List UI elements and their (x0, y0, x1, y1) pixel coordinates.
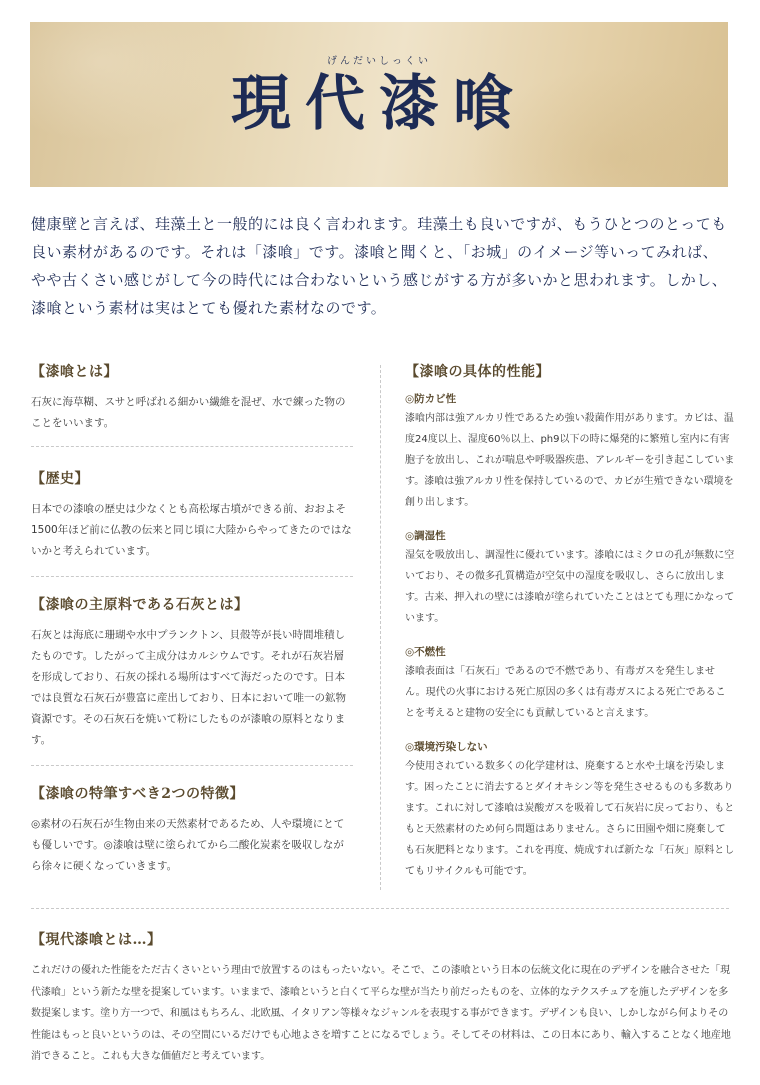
section-body: これだけの優れた性能をただ古くさいという理由で放置するのはもったいない。そこで、この漆喰という日本の伝統文化に現在のデザインを融合させた「現代漆喰」という新たな壁を提案しています。いままで、漆喰というと白くて平らな壁が当たり前だったものを、立体的なテクスチュアを施したデザインを多数提案します。塗り方一つで、和風はもちろん、北欧風、イタリアン等様々なジャンルを表現する事ができます。デザインも良い、しかしながら何よりその性能はもっと良いというのは、その空間にいるだけでも心地よさを増すことになるでしょう。そしてその材料は、この日本にあり、輸入することなく地産地消できること。これも大きな価値だと考えています。 (31, 965, 731, 1062)
section-title: 【漆喰の主原料である石灰とは】 (31, 597, 249, 613)
section-body: 石灰とは海底に珊瑚や水中プランクトン、貝殻等が長い時間堆積したものです。したがって主成分はカルシウムです。それが石灰岩層を形成しており、石灰の採れる場所はすべて海だったのです。日本では良質な石灰石が豊富に産出しており、日本において唯一の鉱物資源です。その石灰石を焼いて粉にしたものが漆喰の原料となります。 (31, 629, 346, 746)
performance-eco (405, 738, 735, 882)
performance-title: ◎不燃性 (405, 646, 446, 658)
hero-banner (30, 22, 728, 187)
section-body: 日本での漆喰の歴史は少なくとも高松塚古墳ができる前、おおよそ1500年ほど前に仏教の伝来と同じ頃に大陸からやってきたのではないかと考えられています。 (31, 503, 352, 557)
section-title: 【漆喰の具体的性能】 (405, 364, 550, 380)
performance-fireproof (405, 643, 735, 724)
performance-body: 湿気を吸放出し、調湿性に優れています。漆喰にはミクロの孔が無数に空いており、その微多孔質構造が空気中の湿度を吸収し、さらに放出します。古来、押入れの壁には漆喰が塗られていたことはとても理にかなっています。 (405, 550, 735, 624)
section-divider (31, 576, 353, 577)
page-title: 現代漆喰 (231, 69, 527, 139)
performance-body: 漆喰内部は強アルカリ性であるため強い殺菌作用があります。カビは、温度24度以上、湿度60％以上、ph9以下の時に爆発的に繁殖し室内に有害胞子を放出し、これが喘息や呼吸器疾患、アレルギーを引き起こしています。漆喰は強アルカリ性を保持しているので、カビが生殖できない環境を創り出します。 (405, 413, 735, 508)
section-title: 【漆喰の特筆すべき2つの特徴】 (31, 786, 244, 802)
section-divider (31, 765, 353, 766)
section-lime (31, 595, 353, 751)
section-body: 石灰に海草糊、スサと呼ばれる細かい繊維を混ぜ、水で練った物のことをいいます。 (31, 396, 346, 429)
section-body: ◎素材の石灰石が生物由来の天然素材であるため、人や環境にとても優しいです。◎漆喰は壁に塗られてから二酸化炭素を吸収しながら徐々に硬くなっていきます。 (31, 818, 345, 872)
section-title: 【現代漆喰とは…】 (31, 932, 162, 948)
intro-paragraph: 健康壁と言えば、珪藻土と一般的には良く言われます。珪藻土も良いですが、もうひとつのとっても良い素材があるのです。それは「漆喰」です。漆喰と聞くと、「お城」のイメージ等いってみれば、やや古くさい感じがして今の時代には合わないという感じがする方が多いかと思われます。しかし、漆喰という素材は実はとても優れた素材なのです。 (31, 215, 728, 317)
title-ruby: げんだいしっくい (327, 56, 431, 67)
left-column (31, 362, 353, 877)
section-title: 【歴史】 (31, 471, 89, 487)
section-divider (31, 446, 353, 447)
performance-body: 今使用されている数多くの化学建材は、廃棄すると水や土壌を汚染します。困ったことに消去するとダイオキシン等を発生させるものも多数あります。これに対して漆喰は炭酸ガスを吸着して石灰岩に戻っており、もともと天然素材のため何ら問題はありません。さらに田園や畑に廃棄しても石灰肥料となります。これを再度、焼成すれば新たな「石灰」原料としてもリサイクルも可能です。 (405, 761, 735, 877)
section-two-features (31, 784, 353, 877)
bottom-divider (31, 908, 729, 909)
section-modern-shikkui (31, 930, 731, 1068)
column-divider (380, 365, 381, 890)
performance-humidity (405, 527, 735, 629)
section-history (31, 469, 353, 562)
performance-title: ◎環境汚染しない (405, 741, 488, 753)
performance-body: 漆喰表面は「石灰石」であるので不燃であり、有毒ガスを発生しません。現代の火事における死亡原因の多くは有毒ガスによる死亡であることを考えると建物の安全にも貢献していると言えます。 (405, 666, 726, 719)
performance-title: ◎調湿性 (405, 530, 446, 542)
performance-title: ◎防カビ性 (405, 393, 457, 405)
right-column (405, 362, 735, 896)
performance-antifungal (405, 390, 735, 513)
section-title: 【漆喰とは】 (31, 364, 118, 380)
section-what-is-shikkui (31, 362, 353, 434)
